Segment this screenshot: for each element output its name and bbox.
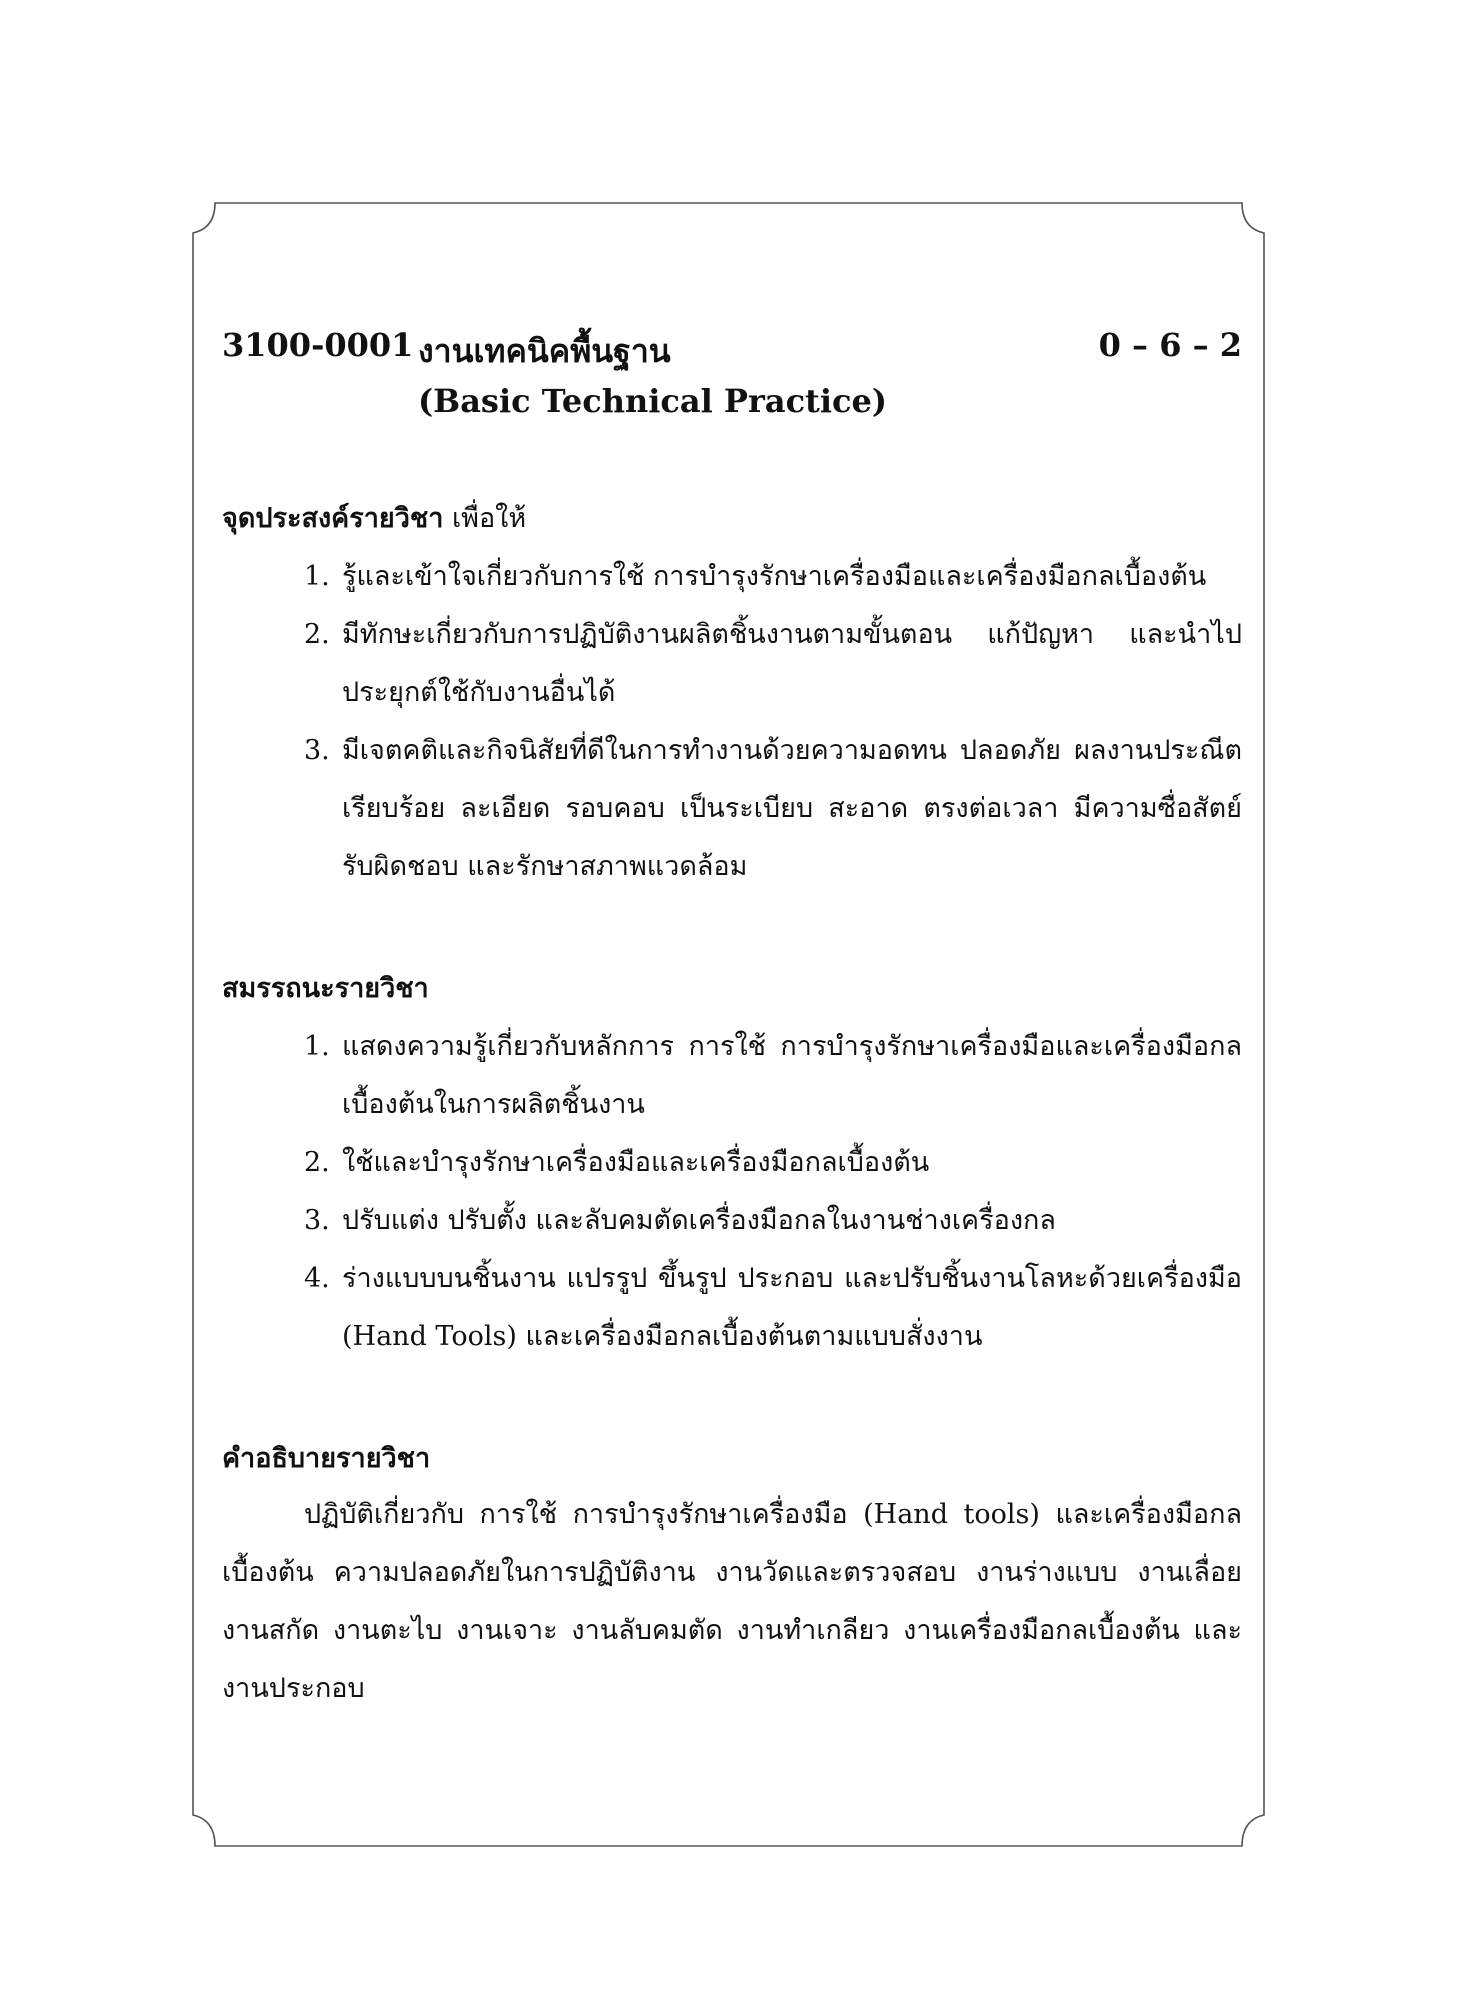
description-heading-label: คำอธิบายรายวิชา (222, 1443, 431, 1474)
description-section (222, 1438, 1242, 1718)
list-item-number: 2. (304, 1147, 330, 1178)
list-item-text: รู้และเข้าใจเกี่ยวกับการใช้ การบำรุงรักษาเครื่องมือและเครื่องมือกลเบื้องต้น (342, 561, 1207, 592)
list-item (222, 1018, 1242, 1134)
competencies-heading (222, 968, 1242, 1010)
course-header (222, 318, 1242, 378)
list-item (222, 548, 1242, 606)
list-item (222, 1250, 1242, 1366)
list-item-number: 4. (304, 1263, 330, 1294)
list-item-text: มีทักษะเกี่ยวกับการปฏิบัติงานผลิตชิ้นงานตามขั้นตอน แก้ปัญหา และนำไปประยุกต์ใช้กับงานอื่นได้ (342, 619, 1242, 708)
list-item-number: 1. (304, 561, 330, 592)
list-item-number: 2. (304, 619, 330, 650)
list-item-text: แสดงความรู้เกี่ยวกับหลักการ การใช้ การบำรุงรักษาเครื่องมือและเครื่องมือกลเบื้องต้นในการผลิตชิ้นงาน (342, 1031, 1242, 1120)
objectives-heading (222, 498, 1242, 540)
list-item-number: 1. (304, 1031, 330, 1062)
description-text: ปฏิบัติเกี่ยวกับ การใช้ การบำรุงรักษาเครื่องมือ (Hand tools) และเครื่องมือกลเบื้องต้น ความปลอดภัยในการปฏิบัติงาน งานวัดและตรวจสอบ งานร่างแบบ งานเลื่อย งานสกัด งานตะไบ งานเจาะ งานลับคมตัด งานทำเกลียว งานเครื่องมือกลเบื้องต้น และงานประกอบ (222, 1499, 1242, 1704)
objectives-heading-label: จุดประสงค์รายวิชา (222, 503, 444, 534)
competencies-heading-label: สมรรถนะรายวิชา (222, 973, 429, 1004)
course-credits: 0 – 6 – 2 (1098, 326, 1242, 364)
list-item-text: ปรับแต่ง ปรับตั้ง และลับคมตัดเครื่องมือกลในงานช่างเครื่องกล (342, 1205, 1056, 1236)
list-item-number: 3. (304, 1205, 330, 1236)
description-heading (222, 1438, 1242, 1480)
course-title-thai: งานเทคนิคพื้นฐาน (418, 332, 671, 370)
list-item (222, 606, 1242, 722)
list-item-text: ใช้และบำรุงรักษาเครื่องมือและเครื่องมือกลเบื้องต้น (342, 1147, 930, 1178)
competencies-list (222, 1018, 1242, 1366)
list-item-text: มีเจตคติและกิจนิสัยที่ดีในการทำงานด้วยความอดทน ปลอดภัย ผลงานประณีตเรียบร้อย ละเอียด รอบคอบ เป็นระเบียบ สะอาด ตรงต่อเวลา มีความซื่อสัตย์ รับผิดชอบ และรักษาสภาพแวดล้อม (342, 735, 1242, 882)
objectives-heading-suffix: เพื่อให้ (443, 503, 527, 534)
list-item-text: ร่างแบบบนชิ้นงาน แปรรูป ขึ้นรูป ประกอบ และปรับชิ้นงานโลหะด้วยเครื่องมือ (Hand Tools) และเครื่องมือกลเบื้องต้นตามแบบสั่งงาน (342, 1263, 1242, 1352)
objectives-list (222, 548, 1242, 896)
competencies-section (222, 968, 1242, 1366)
list-item (222, 722, 1242, 896)
course-content (222, 318, 1242, 1718)
list-item (222, 1192, 1242, 1250)
list-item (222, 1134, 1242, 1192)
course-code: 3100-0001 (222, 326, 414, 364)
objectives-section (222, 498, 1242, 896)
list-item-number: 3. (304, 735, 330, 766)
course-title-english: (Basic Technical Practice) (418, 382, 887, 420)
